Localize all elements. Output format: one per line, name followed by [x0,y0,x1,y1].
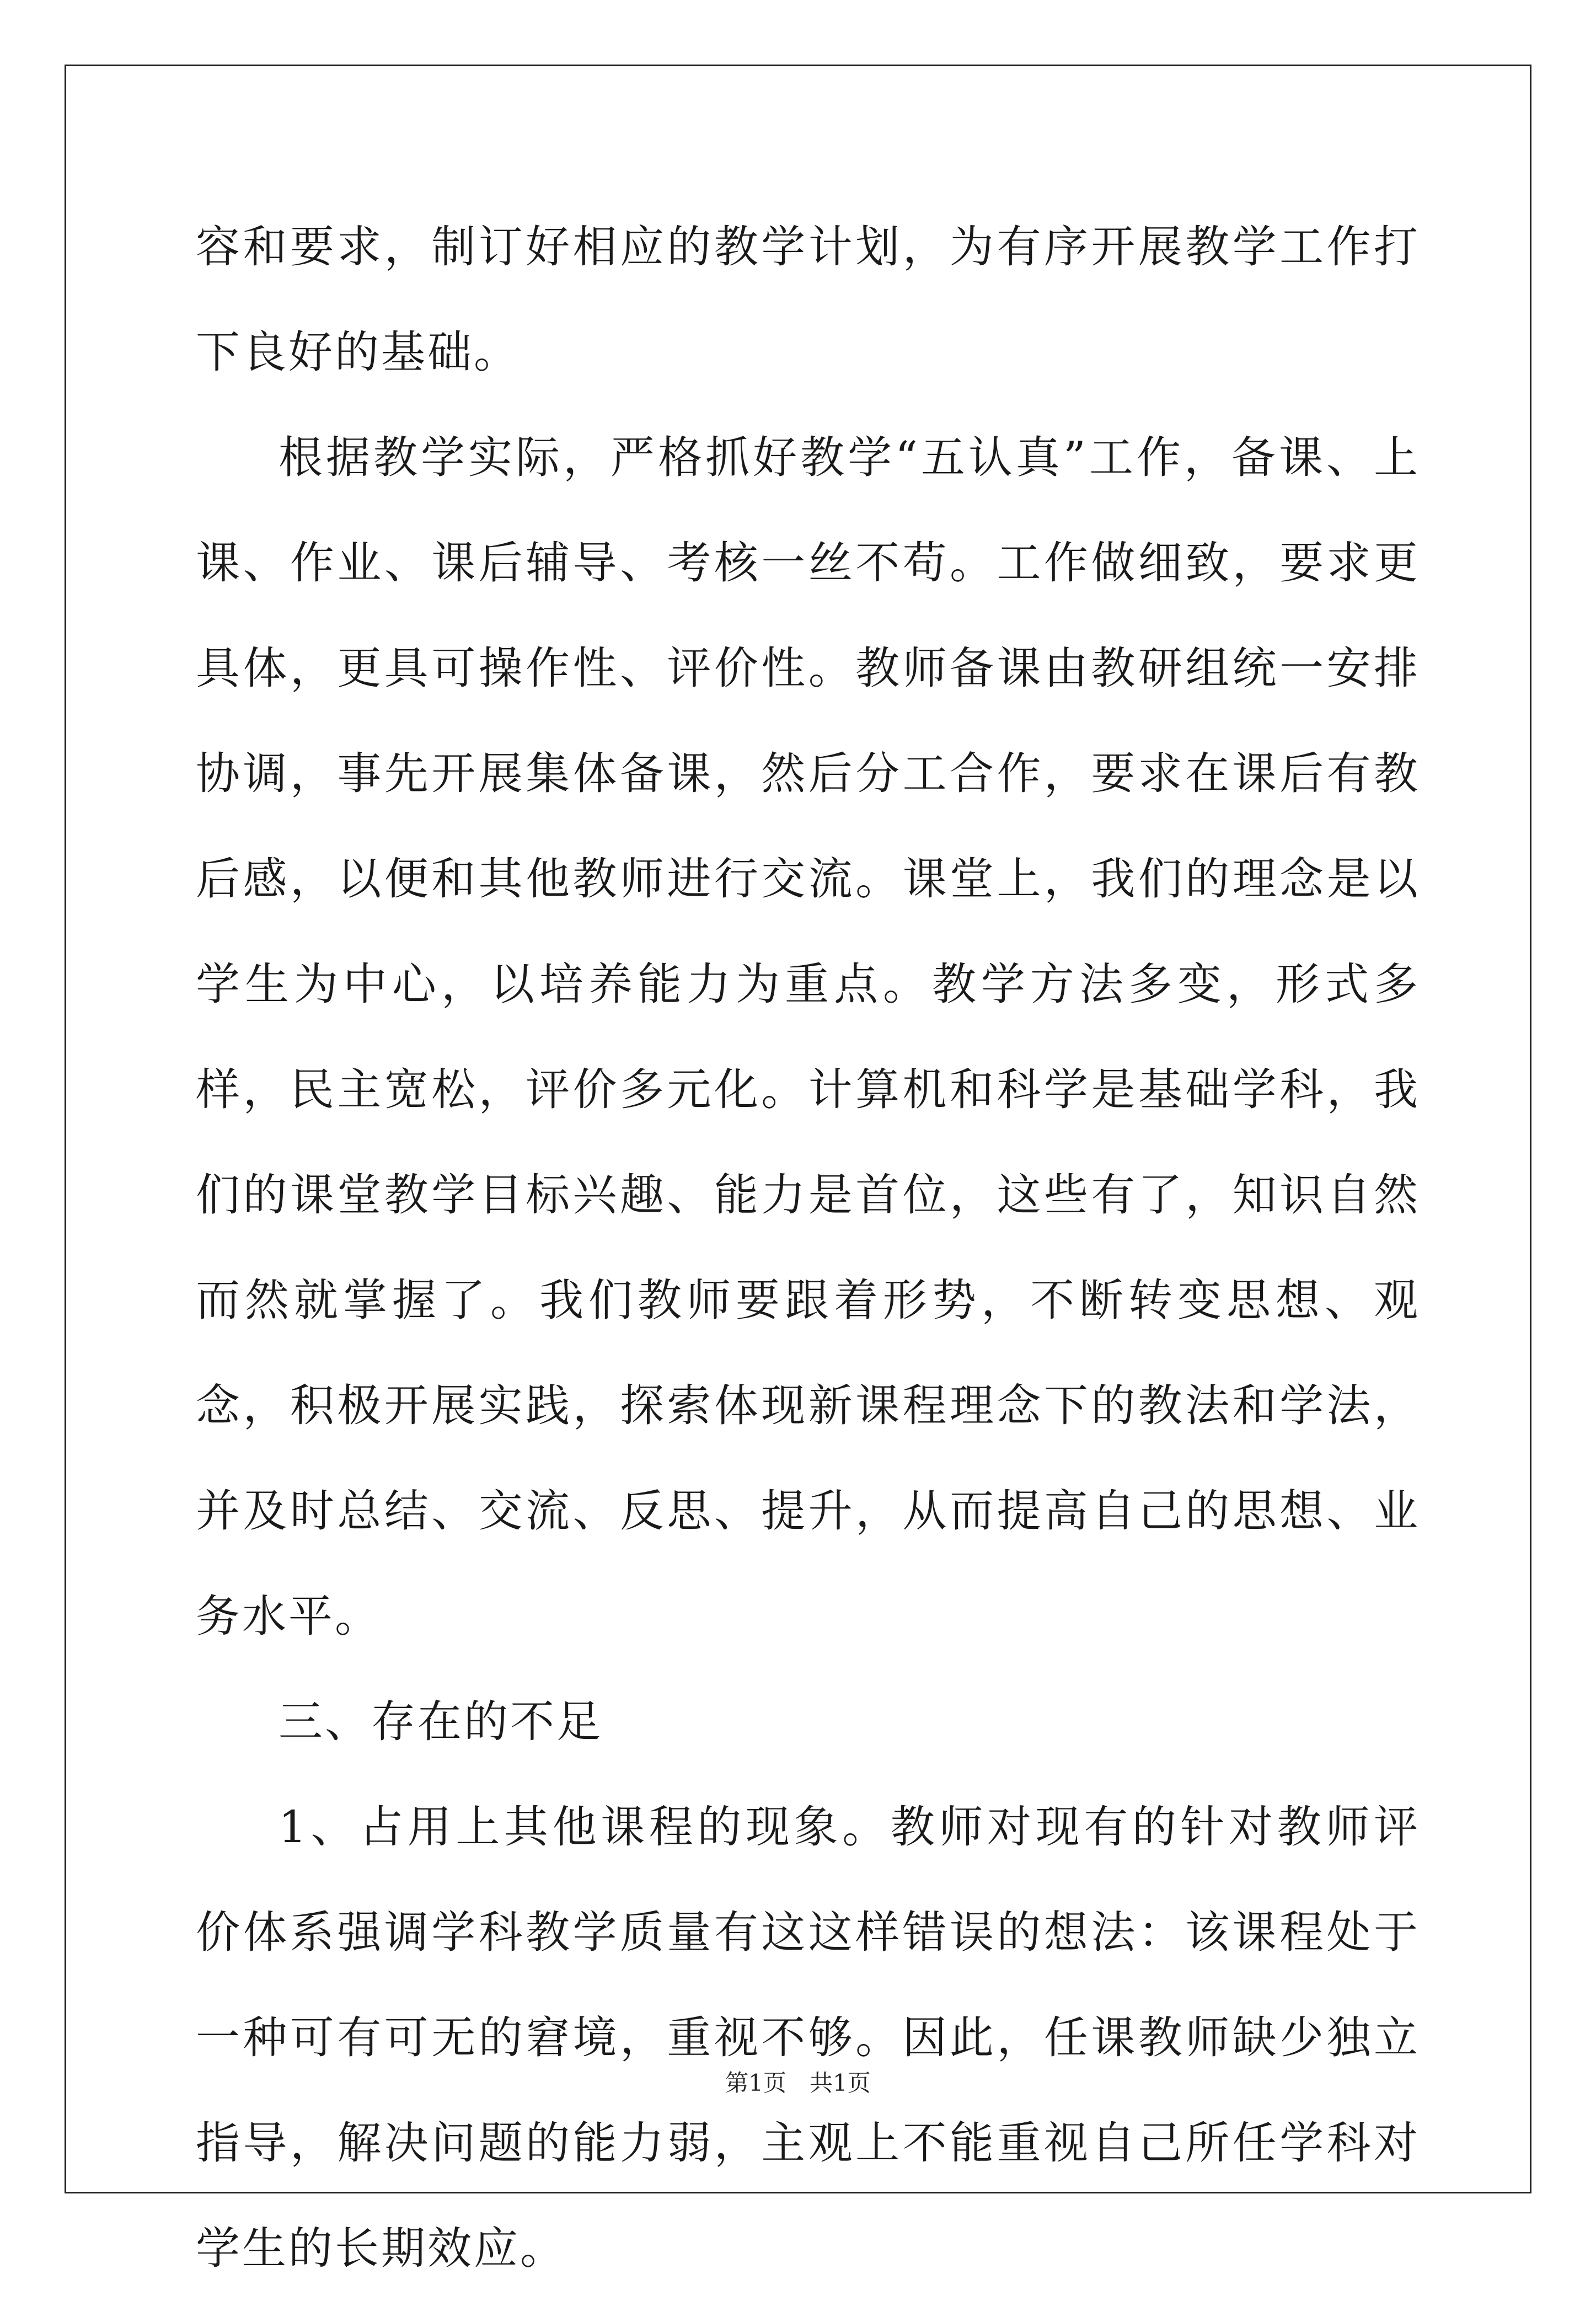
document-body [196,194,1420,2301]
paragraph-shortcoming-1: 1、占用上其他课程的现象。教师对现有的针对教师评价体系强调学科教学质量有这这样错误的想法：该课程处于一种可有可无的窘境，重视不够。因此，任课教师缺少独立指导，解决问题的能力弱，主观上不能重视自己所任学科对学生的长期效应。 [196,1801,1420,2274]
section-heading-shortcomings: 三、存在的不足 [279,1696,603,1747]
paragraph-continuation: 容和要求，制订好相应的教学计划，为有序开展教学工作打下良好的基础。 [196,221,1420,378]
page-number-footer: 第1页 共1页 [725,2069,871,2096]
paragraph-teaching-practice: 根据教学实际，严格抓好教学“五认真”工作，备课、上课、作业、课后辅导、考核一丝不苟。工作做细致，要求更具体，更具可操作性、评价性。教师备课由教研组统一安排协调，事先开展集体备课，然后分工合作，要求在课后有教后感，以便和其他教师进行交流。课堂上，我们的理念是以学生为中心，以培养能力为重点。教学方法多变，形式多样，民主宽松，评价多元化。计算机和科学是基础学科，我们的课堂教学目标兴趣、能力是首位，这些有了，知识自然而然就掌握了。我们教师要跟着形势，不断转变思想、观念，积极开展实践，探索体现新课程理念下的教法和学法，并及时总结、交流、反思、提升，从而提高自己的思想、业务水平。 [196,432,1420,1642]
